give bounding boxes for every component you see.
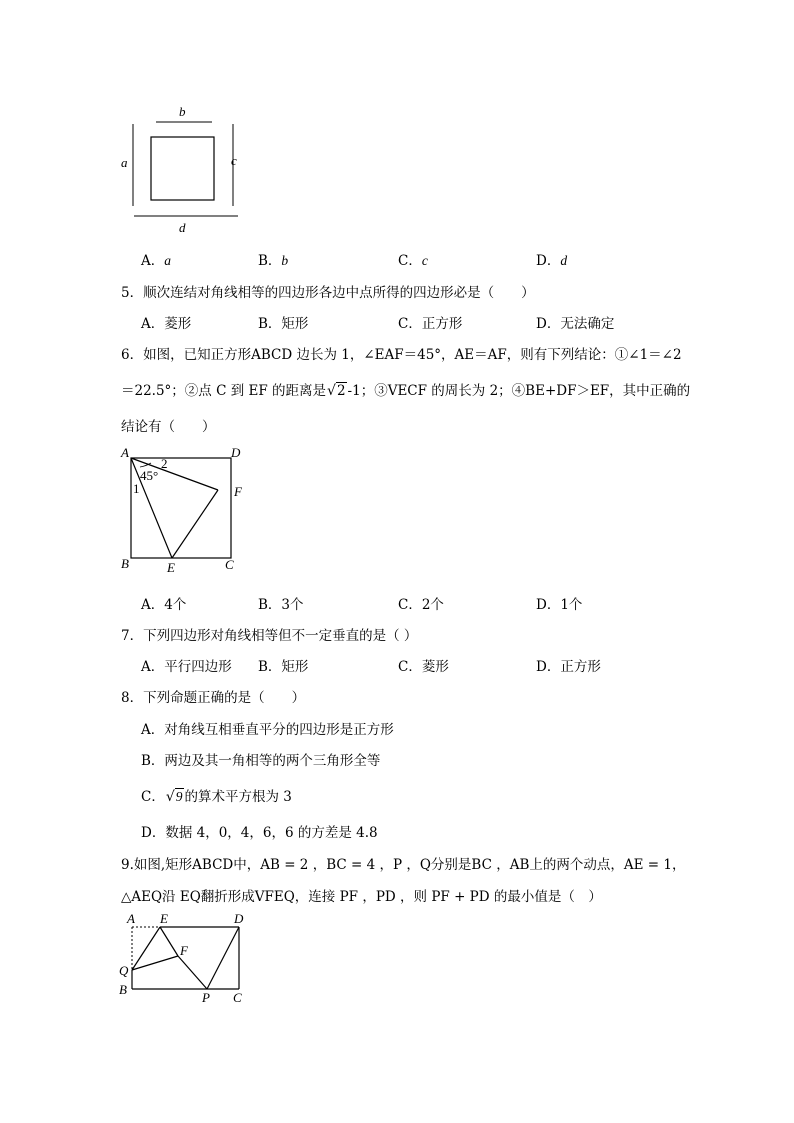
q6-label-angle2: 2 xyxy=(161,456,168,471)
q6-option-d[interactable]: D．1个 xyxy=(536,597,583,613)
q8-option-b[interactable]: B．两边及其一角相等的两个三角形全等 xyxy=(141,753,381,769)
q6-question-line2: ＝22.5°；②点 C 到 EF 的距离是√2 -1；③VECF 的周长为 2；④BE+DF＞EF，其中正确的 xyxy=(121,383,691,399)
q4-option-c[interactable]: C．c xyxy=(398,253,428,269)
q4-label-a: a xyxy=(121,155,128,170)
q9-label-C: C xyxy=(233,990,242,1005)
q8-option-a[interactable]: A．对角线互相垂直平分的四边形是正方形 xyxy=(141,722,394,738)
q6-question-line3: 结论有（ ） xyxy=(121,419,216,435)
q7-option-c[interactable]: C．菱形 xyxy=(398,659,449,675)
q7-question-text: 7．下列四边形对角线相等但不一定垂直的是（ ） xyxy=(121,628,418,644)
q8-question-text: 8．下列命题正确的是（ ） xyxy=(121,690,306,706)
sqrt2-radical: √2 xyxy=(327,383,346,399)
q5-option-a[interactable]: A．菱形 xyxy=(141,316,192,332)
q6-question-line1: 6．如图，已知正方形ABCD 边长为 1，∠EAF＝45°，AE＝AF，则有下列结论：①∠1＝∠2 xyxy=(121,347,682,363)
sqrt9-radical: √9 xyxy=(165,789,183,805)
q6-label-D: D xyxy=(231,445,241,460)
q7-option-d[interactable]: D．正方形 xyxy=(536,659,601,675)
q7-option-a[interactable]: A．平行四边形 xyxy=(141,659,232,675)
q4-label-c: c xyxy=(231,153,237,168)
q6-label-angle1: 1 xyxy=(133,481,140,496)
q4-label-d: d xyxy=(179,220,186,235)
q6-label-E: E xyxy=(167,560,175,575)
q4-label-b: b xyxy=(179,104,186,119)
q6-option-c[interactable]: C．2个 xyxy=(398,597,444,613)
q9-label-Q: Q xyxy=(119,963,129,978)
q9-label-B: B xyxy=(119,982,127,997)
q8-option-c[interactable]: C．√9 的算术平方根为 3 xyxy=(141,789,292,805)
q4-option-b[interactable]: B．b xyxy=(258,253,289,269)
q5-question-text: 5．顺次连结对角线相等的四边形各边中点所得的四边形必是（ ） xyxy=(121,285,535,301)
q9-question-line2: △AEQ沿 EQ翻折形成VFEQ，连接 PF ，PD ，则 PF + PD 的最小值是（ ） xyxy=(121,889,602,905)
q6-label-A: A xyxy=(121,445,129,460)
q9-label-P: P xyxy=(202,990,210,1005)
q9-label-D: D xyxy=(234,911,244,926)
q5-option-b[interactable]: B．矩形 xyxy=(258,316,309,332)
q4-option-d[interactable]: D．d xyxy=(536,253,568,269)
q7-option-b[interactable]: B．矩形 xyxy=(258,659,309,675)
q6-label-C: C xyxy=(225,557,234,572)
q6-label-B: B xyxy=(121,556,129,571)
q9-figure xyxy=(115,910,255,1010)
q6-option-b[interactable]: B．3个 xyxy=(258,597,304,613)
q4-figure xyxy=(120,100,250,240)
q6-figure xyxy=(118,444,258,579)
q6-option-a[interactable]: A．4个 xyxy=(141,597,187,613)
q9-question-line1: 9.如图,矩形ABCD中，AB = 2 ，BC = 4 ，P ，Q分别是BC ，AB上的两个动点，AE = 1， xyxy=(121,857,686,873)
q6-label-F: F xyxy=(234,484,242,499)
q4-option-a[interactable]: A．a xyxy=(141,253,171,269)
q5-option-c[interactable]: C．正方形 xyxy=(398,316,463,332)
q6-label-angle45: 45° xyxy=(140,468,159,483)
q9-label-E: E xyxy=(160,911,168,926)
q9-label-F: F xyxy=(180,943,188,958)
q8-option-d[interactable]: D．数据 4，0，4，6，6 的方差是 4.8 xyxy=(141,825,378,841)
q9-label-A: A xyxy=(127,911,135,926)
q5-option-d[interactable]: D．无法确定 xyxy=(536,316,615,332)
